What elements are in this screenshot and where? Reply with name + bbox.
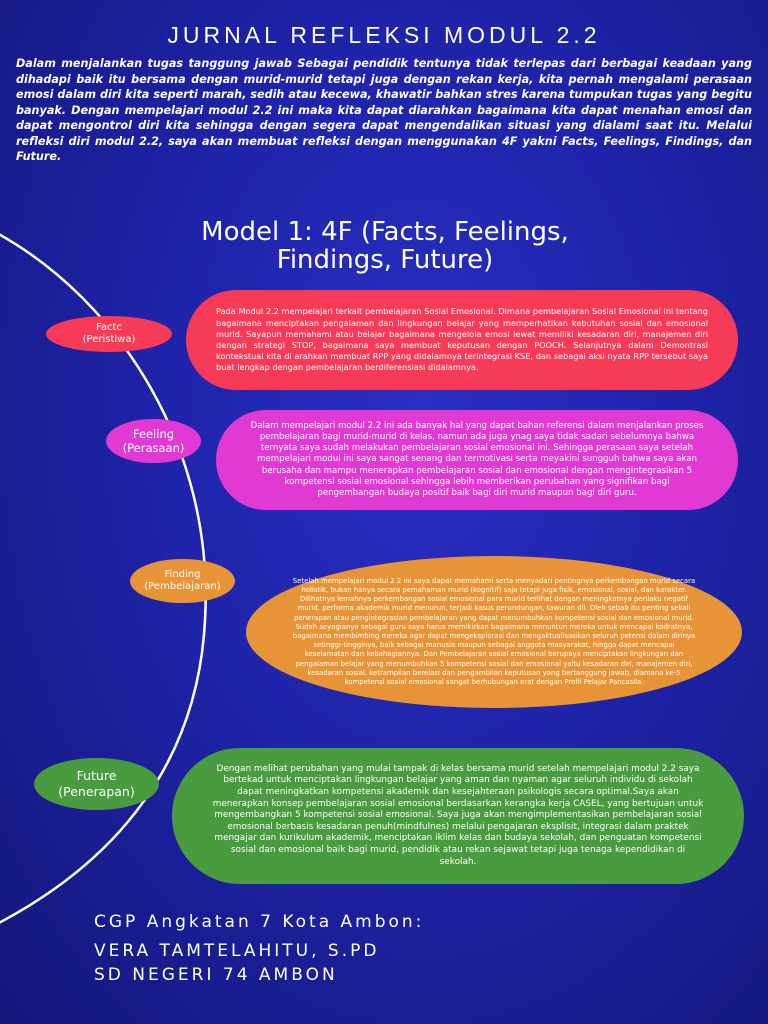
intro-paragraph: Dalam menjalankan tugas tanggung jawab Sebagai pendidik tentunya tidak terlepas dari berbagai keadaan yang dihadapi baik itu bersama dengan murid-murid tetapi juga dengan rekan kerja, kita pernah mengalami perasaan emosi dalam diri kita seperti marah, sedih atau kecewa, khawatir bahkan stres karena tumpukan tugas yang begitu banyak. Dengan mempelajari modul 2.2 ini maka kita dapat diarahkan bagaimana kita dapat menahan emosi dan dapat mengontrol diri kita sehingga dengan segera dapat mengendalikan situasi yang dialami saat itu. Melalui refleksi diri modul 2.2, saya akan membuat refleksi dengan menggunakan 4F yakni Facts, Feelings, Findings, dan Future. [16,57,752,163]
feelings-label [106,419,201,463]
facts-box [186,290,738,390]
page-title: JURNAL REFLEKSI MODUL 2.2 [167,22,601,48]
model-heading-line-2: Findings, Future) [276,245,494,275]
future-text: Dengan melihat perubahan yang mulai tampak di kelas bersama murid setelah mempelajari modul 2.2 saya bertekad untuk menciptakan lingkungan belajar yang aman dan nyaman agar seluruh individu di sekolah dapat meningkatkan kompetensi akademik dan kesejahteraan psikologis secara optimal.Saya akan menerapkan konsep pembelajaran sosial emosional berdasarkan kerangka kerja CASEL, yang bertujuan untuk mengembangkan 5 kompetensi sosial emosional. Saya juga akan mengimplementasikan pembelajaran sosial emosional berbasis kesadaran penuh(mindfulnes) melalui pengajaran eksplisit, integrasi dalam praktek mengajar dan kurikulum akademik, menciptakan iklim kelas dan budaya sekolah, dan penguatan kompetensi sosial dan emosional baik bagi murid, pendidik atau rekan sejawat tetapi juga tenaga kependidikan di sekolah. [212,763,704,867]
feelings-text: Dalam mempelajari modul 2.2 ini ada banyak hal yang dapat bahan referensi dalam menjalankan proses pembelajaran bagi murid-murid di kelas, namun ada juga ynag saya tidak sadari sebelumnya bahwa ternyata saya sudah melakukan pembelajaran sosial emosional ini. Sehingga perasaan saya setelah mempelajari modul ini saya sangat senang dan termotivasi serta meyakini sungguh bahwa saya akan berusaha dan mampu menerapkan pembelajaran sosial dan emosional dengan mengintegrasikan 5 kompetensi sosial emosional sehingga lebih memberikan perubahan yang signifikan bagi pengembangan budaya positif baik bagi diri murid maupun bagi diri guru. [250,420,704,498]
footer-cohort: CGP Angkatan 7 Kota Ambon: [94,912,425,932]
footer-name: VERA TAMTELAHITU, S.PD [94,941,380,961]
feelings-box [216,410,738,510]
future-box [172,748,744,884]
feelings-label-title: Feeling [132,427,175,441]
findings-label-subtitle: (Pembelajaran) [144,581,221,592]
findings-text: Setelah mempelajari modul 2.2 ini saya dapat memahami serta menyadari pentingnya perkembangan murid secara holistik, bukan hanya secara pemahaman murid (kognitif) saja tetapi juga fisik, emosional, sosial, dan karakter. Dilihatnya lemahnya perkembangan sosial emosional para murid terlihat dengan meningkatnya perilaku negatif murid, performa akademik murid menurun, terjadi kasus perundungan, tawuran dll. Oleh sebab itu penting sekali penerapan atau pengintegrasian pembelajaran yang dapat menumbuhkan kompetensi sosial dan emosional murid. Sudah seyogianya sebagai guru saya harus memikirkan bagaimana menuntun mereka untuk mencapai kodratnya, bagaimana membimbing mereka agar dapat mengeksplorasi dan mengaktualisasikan seluruh potensi dalam dirinya setinggi-tingginya, baik sebagai manusia maupun sebagai anggota masyarakat, hingga dapat mencapai keselamatan dan kebahagiannya. Dan Pembelajaran sosial emosional berupaya menciptakan lingkungan dan pengalaman belajar yang menumbuhkan 5 kompetensi sosial dan emosional yaitu kesadaran diri, manajemen diri, kesadaran sosial, ketrampilan berelasi dan pengambilan keputusan yang bertanggung jawab, diamana ke-5 kompetensi sosial emosional sangat berhubungan erat dengan Profil Pelajar Pancasila. [292,576,696,687]
future-label-subtitle: (Penerapan) [58,784,135,799]
future-label [34,758,159,810]
facts-label-subtitle: (Peristiwa) [82,334,136,345]
footer-school: SD NEGERI 74 AMBON [94,965,338,985]
facts-label [46,316,172,352]
future-label-title: Future [76,768,117,783]
findings-label-title: Finding [164,569,201,580]
facts-label-title: Factc [96,322,122,333]
facts-text: Pada Modul 2.2 mempelajari terkait pembelajaran Sosial Emosional. Dimana pembelajaran Sosial Emosional ini tentang bagaimana menciptakan pengalaman dan lingkungan belajar yang memperhatikan kebutuhan sosial dan emosional murid. Sayapun memahami atau belajar bagaimana mengelola emosi lewat memiliki kesadaran diri, manajemen diri dengan strategi STOP, bagaimana saya membuat keputusan dengan POOCH. Selanjutnya dalam Demontrasi kontekstual kita di arahkan membuat RPP yang didalamnya terintegrasi KSE, dan sebagai aksi nyata RPP tersebut saya buat lengkap dengan pembelajaran berdiferensiasi didalamnya. [216,306,708,373]
feelings-label-subtitle: (Perasaan) [122,441,185,455]
findings-box [246,556,742,708]
model-heading-line-1: Model 1: 4F (Facts, Feelings, [201,217,569,247]
findings-label [130,559,235,603]
